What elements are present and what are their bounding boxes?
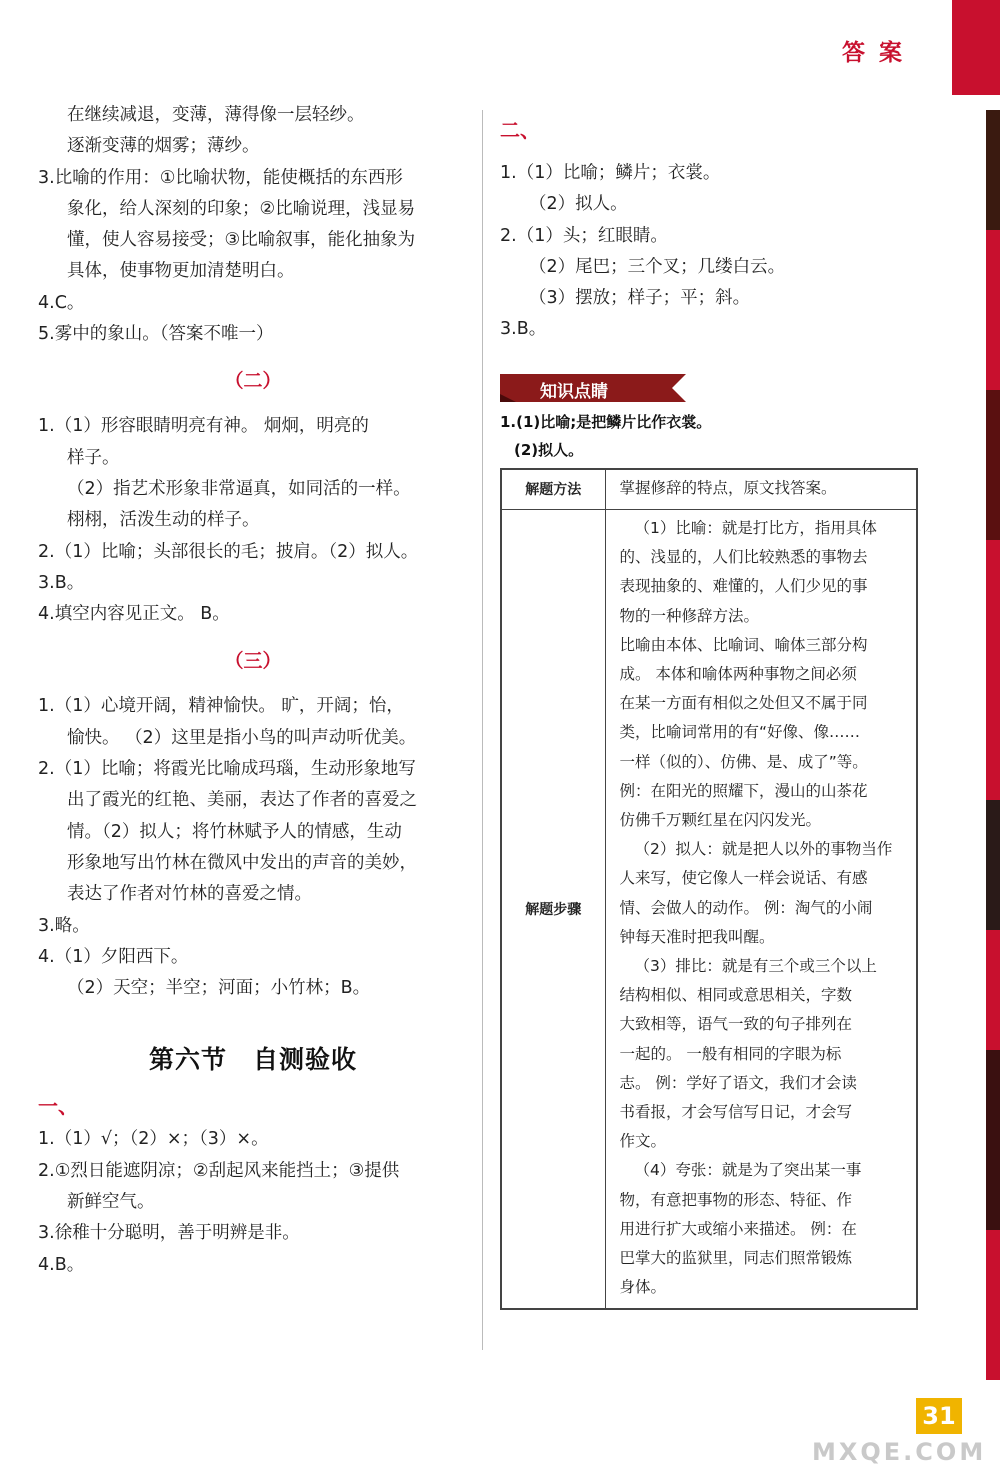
strip-segment [986, 800, 1000, 930]
step-line: 比喻由本体、比喻词、喻体三部分构 [619, 635, 868, 654]
step-line: 身体。 [619, 1278, 667, 1297]
answer-line: 3.略。 [38, 915, 90, 936]
answer-block-3 [38, 691, 468, 1004]
part-heading-2: 二、 [500, 118, 540, 142]
answer-line: 在继续减退，变薄，薄得像一层轻纱。 [67, 105, 365, 125]
answer-line: 栩栩，活泼生动的样子。 [67, 510, 260, 531]
step-line: 大致相等，语气一致的句子排列在 [619, 1015, 853, 1034]
watermark-text: MXQE.COM [812, 1438, 987, 1466]
answer-line: 象化，给人深刻的印象；②比喻说理，浅显易 [67, 198, 416, 219]
knowledge-tag [500, 374, 686, 402]
answer-line: 1.（1）形容眼睛明亮有神。 炯炯，明亮的 [38, 416, 369, 437]
answer-line: 3.B。 [38, 572, 85, 593]
strip-segment [986, 230, 1000, 390]
strip-segment [986, 540, 1000, 800]
step-line: 类，比喻词常用的有“好像、像…… [619, 723, 861, 742]
answer-line: 2.（1）比喻；将霞光比喻成玛瑙，生动形象地写 [38, 759, 416, 780]
answer-block-2 [38, 411, 468, 630]
step-line: 一样（似的）、仿佛、是、成了”等。 [619, 752, 868, 771]
step-line: 仿佛千万颗红星在闪闪发光。 [619, 811, 822, 830]
answer-line: 表达了作者对竹林的喜爱之情。 [67, 884, 312, 905]
method-label: 解题方法 [501, 469, 605, 510]
method-text: 掌握修辞的特点，原文找答案。 [619, 478, 837, 497]
step-line: 书看报，才会写信写日记，才会写 [619, 1103, 853, 1122]
strip-segment [986, 1050, 1000, 1230]
answer-line: 懂，使人容易接受；③比喻叙事，能化抽象为 [67, 230, 416, 251]
answer-line: 新鲜空气。 [67, 1192, 155, 1213]
step-line: （1）比喻：就是打比方，指用具体 [634, 518, 877, 537]
answer-line: 5.雾中的象山。（答案不唯一） [38, 324, 274, 345]
edge-color-strip [942, 0, 1000, 1474]
answer-line: 2.（1）比喻；头部很长的毛；披肩。（2）拟人。 [38, 541, 419, 562]
step-line: 人来写，使它像人一样会说话、有感 [619, 869, 868, 888]
subsection-heading-3: （三） [224, 650, 282, 673]
knowledge-tag-label: 知识点睛 [540, 381, 608, 402]
step-line: 用进行扩大或缩小来描述。 例：在 [619, 1219, 857, 1238]
answer-line: 4.（1）夕阳西下。 [38, 946, 189, 967]
step-line: 表现抽象的、难懂的，人们少见的事 [619, 577, 868, 596]
step-line: 成。 本体和喻体两种事物之间必须 [619, 665, 857, 683]
answer-line: 4.B。 [38, 1254, 85, 1275]
answer-line: 样子。 [67, 447, 120, 468]
answer-line: 4.C。 [38, 292, 85, 313]
answer-line: （2）天空；半空；河面；小竹林；B。 [67, 978, 371, 999]
answer-line: 2.（1）头；红眼睛。 [500, 225, 668, 246]
answer-line: 3.比喻的作用：①比喻状物，能使概括的东西形 [38, 167, 403, 188]
method-row [501, 469, 917, 510]
answer-line: 2.①烈日能遮阴凉；②刮起风来能挡土；③提供 [38, 1160, 400, 1181]
step-line: 巴掌大的监狱里，同志们照常锻炼 [619, 1249, 853, 1268]
answer-line: （2）尾巴；三个叉；几缕白云。 [529, 256, 786, 277]
answer-line: 逐渐变薄的烟雾；薄纱。 [67, 136, 260, 157]
answer-line: 4.填空内容见正文。 B。 [38, 604, 230, 625]
steps-label: 解题步骤 [501, 509, 605, 1309]
step-line: 钟每天准时把我叫醒。 [619, 927, 775, 946]
step-line: （4）夸张：就是为了突出某一事 [634, 1161, 862, 1180]
answer-line: 1.（1）√；（2）×；（3）×。 [38, 1129, 269, 1150]
step-line: 物的一种修辞方法。 [619, 606, 760, 625]
answer-block-4 [38, 1124, 468, 1280]
steps-row [501, 509, 917, 1309]
step-line: 结构相似、相同或意思相关，字数 [619, 986, 853, 1005]
step-line: 物，有意把事物的形态、特征、作 [619, 1190, 853, 1209]
answer-line: 3.徐稚十分聪明，善于明辨是非。 [38, 1223, 300, 1244]
page-header-title: 答案 [842, 40, 916, 66]
strip-segment [986, 930, 1000, 1050]
answer-line: 1.（1）心境开阔，精神愉快。 旷，开阔；怡， [38, 696, 404, 717]
answer-line: （2）指艺术形象非常逼真，如同活的一样。 [67, 478, 411, 499]
step-line: （3）排比：就是有三个或三个以上 [634, 957, 877, 976]
key-point-line: 1.(1)比喻;是把鳞片比作衣裳。 [500, 412, 712, 431]
answer-line: 形象地写出竹林在微风中发出的声音的美妙， [67, 852, 417, 873]
strip-segment [986, 110, 1000, 230]
answer-line: （3）摆放；样子；平；斜。 [529, 288, 751, 309]
step-line: 在某一方面有相似之处但又不属于同 [619, 694, 868, 713]
answer-line: 3.B。 [500, 319, 547, 340]
method-text-cell [605, 469, 917, 510]
answer-line: （2）拟人。 [529, 194, 628, 215]
step-line: 志。 例：学好了语文，我们才会读 [619, 1073, 857, 1092]
answer-line: 情。（2）拟人；将竹林赋予人的情感，生动 [67, 821, 402, 842]
answer-line: 具体，使事物更加清楚明白。 [67, 261, 295, 282]
answer-block-1 [38, 100, 468, 350]
step-line: （2）拟人：就是把人以外的事物当作 [634, 840, 893, 859]
strip-top-block [952, 0, 1000, 95]
step-line: 一起的。 一般有相同的字眼为标 [619, 1044, 842, 1063]
method-table [500, 468, 918, 1311]
step-line: 的、浅显的，人们比较熟悉的事物去 [619, 548, 868, 567]
left-column [38, 100, 468, 1281]
column-divider [482, 110, 483, 1350]
answer-line: 1.（1）比喻；鳞片；衣裳。 [500, 163, 721, 183]
part-heading-1: 一、 [38, 1094, 78, 1119]
answer-line: 愉快。 （2）这里是指小鸟的叫声动听优美。 [67, 727, 417, 748]
step-line: 情、会做人的动作。 例：淘气的小闹 [619, 898, 873, 917]
subsection-heading-2: （二） [224, 370, 282, 393]
strip-segment [986, 390, 1000, 540]
page-number-badge: 31 [916, 1398, 962, 1434]
section-title: 第六节 自测验收 [148, 1045, 357, 1075]
step-line: 例：在阳光的照耀下，漫山的山茶花 [619, 781, 868, 800]
answer-block-5 [500, 158, 920, 346]
key-point-line: (2)拟人。 [514, 440, 584, 459]
right-column [500, 112, 920, 1310]
steps-text-cell [605, 509, 917, 1309]
strip-segment [986, 1230, 1000, 1380]
step-line: 作文。 [619, 1132, 667, 1151]
answer-line: 出了霞光的红艳、美丽，表达了作者的喜爱之 [67, 790, 417, 811]
